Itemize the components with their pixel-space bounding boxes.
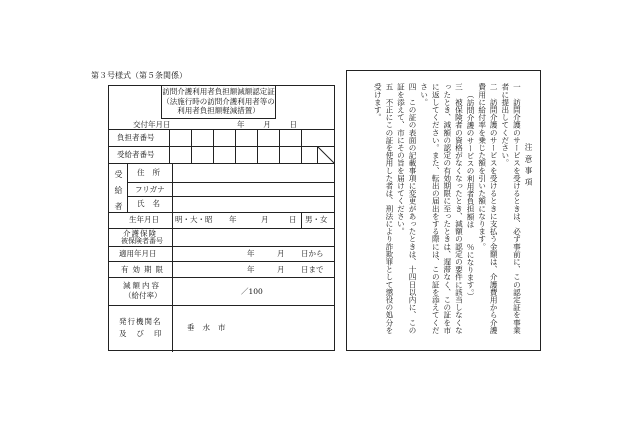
valid-year-unit: 年 bbox=[247, 265, 255, 274]
reduction-certificate-card bbox=[108, 85, 335, 351]
notes-title: 注意事項 bbox=[524, 143, 533, 190]
valid-period-label: 有効期限 bbox=[121, 265, 167, 274]
birth-era-options[interactable]: 明・大・昭 bbox=[175, 215, 213, 224]
reduction-rate-value: ／100 bbox=[241, 287, 263, 296]
recipient-label: 受給者 bbox=[114, 170, 123, 218]
name-label: 氏名 bbox=[137, 199, 168, 208]
note-item: 五 不正にこの証を使用した者は、刑法により詐欺罪として懲役の処分を受けます。 bbox=[373, 83, 394, 334]
notes-panel bbox=[346, 70, 541, 351]
apply-year-unit: 年 bbox=[247, 249, 255, 258]
note-item: 一 訪問介護のサービスを受けるときは、必ず事前に、この認定証を事業者に提出してください。 bbox=[500, 83, 522, 334]
insured-label-line2: 被保険者番号 bbox=[121, 237, 163, 245]
birth-date-label: 生年月日 bbox=[129, 215, 159, 224]
certificate-title-line: 利用者負担額軽減措置） bbox=[177, 106, 260, 115]
issuer-name: 垂水市 bbox=[187, 323, 234, 332]
issuer-label-line2: 及び印 bbox=[119, 329, 172, 338]
note-item: 三 被保険者の資格がなくなったとき、減額の認定の要件に該当しなくなったとき、減額の認定の有効期限に至ったときは、遅滞なく、この証を市に返してください。また、転出の届出をする際には、この証を添えてください。 bbox=[419, 83, 464, 334]
valid-month-unit: 月 bbox=[277, 265, 285, 274]
note-item: （訪問介護のサービスの利用者負担額は ％になります。） bbox=[466, 91, 476, 300]
address-label: 住所 bbox=[137, 168, 168, 177]
issue-day-unit: 日 bbox=[289, 120, 297, 129]
birth-year-unit: 年 bbox=[229, 215, 237, 224]
valid-day-unit: 日まで bbox=[301, 265, 324, 274]
diagonal-mark bbox=[317, 146, 334, 163]
issue-year-unit: 年 bbox=[237, 120, 245, 129]
furigana-label: フリガナ bbox=[135, 185, 165, 194]
note-item: 四 この証の表面の記載事項に変更があったときは、十四日以内に、この証を添えて、市にその旨を届けてください。 bbox=[396, 83, 418, 334]
sex-options[interactable]: 男・女 bbox=[305, 215, 328, 224]
certificate-title-line: （法施行時の訪問介護利用者等の bbox=[162, 96, 275, 106]
apply-month-unit: 月 bbox=[277, 249, 285, 258]
issue-date-label: 交付年月日 bbox=[133, 120, 171, 129]
issue-month-unit: 月 bbox=[263, 120, 271, 129]
reduction-label-line1: 減額内容 bbox=[123, 281, 161, 290]
certificate-title-line: 訪問介護利用者負担額減額認定証 bbox=[162, 87, 275, 96]
issuer-label-line1: 発行機関名 bbox=[119, 317, 162, 326]
apply-day-unit: 日から bbox=[301, 249, 324, 258]
note-item: 二 訪問介護のサービスを受けるときに支払う金額は、介護費用から介護費用に給付率を乗じた額を引いた額になります。 bbox=[477, 83, 499, 334]
apply-date-label: 適用年月日 bbox=[119, 249, 157, 258]
recipient-number-label: 受給者番号 bbox=[117, 150, 155, 159]
birth-day-unit: 日 bbox=[289, 215, 297, 224]
certificate-title bbox=[161, 86, 276, 119]
form-number-label: 第３号様式（第５条関係） bbox=[91, 71, 187, 80]
insured-label-line1: 介護保険 bbox=[123, 229, 157, 238]
notes-text bbox=[372, 83, 534, 341]
birth-month-unit: 月 bbox=[261, 215, 269, 224]
reduction-label-line2: （給付率） bbox=[124, 291, 162, 300]
burden-payer-number-label: 負担者番号 bbox=[117, 133, 155, 142]
